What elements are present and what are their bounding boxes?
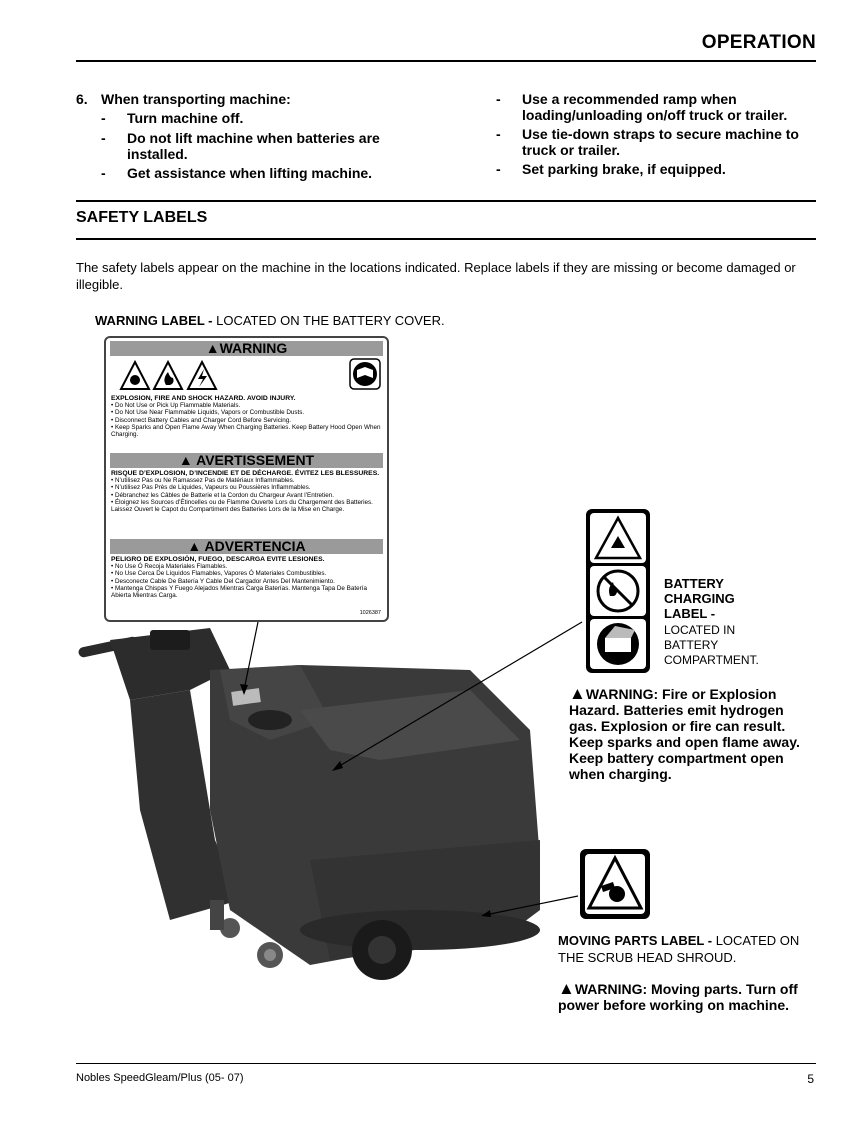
advertencia-band: ▲ ADVERTENCIA xyxy=(110,539,383,554)
alert-triangle-icon: ▲ xyxy=(205,340,220,356)
avertissement-band: ▲ AVERTISSEMENT xyxy=(110,453,383,468)
battery-label-title: BATTERY CHARGING LABEL - xyxy=(664,576,735,621)
list-item: - Do not lift machine when batteries are installed. xyxy=(101,130,380,162)
alert-triangle-icon: ▲ xyxy=(558,979,575,998)
step-title: When transporting machine: xyxy=(101,91,291,107)
warning-label-caption: WARNING LABEL - LOCATED ON THE BATTERY COVER. xyxy=(95,313,445,328)
alert-triangle-icon: ▲ xyxy=(178,452,197,468)
moving-parts-caption: MOVING PARTS LABEL - LOCATED ON THE SCRUB HEAD SHROUD. xyxy=(558,933,800,965)
moving-parts-warning-text: ▲WARNING: Moving parts. Turn off power before working on machine. xyxy=(558,979,798,1013)
battery-charging-label-graphic xyxy=(585,508,651,674)
battery-label-location: LOCATED IN BATTERY COMPARTMENT. xyxy=(664,623,759,667)
section-title: SAFETY LABELS xyxy=(76,209,208,226)
list-item: - Use tie-down straps to secure machine to truck or trailer. xyxy=(496,126,799,158)
label-part-number: 1026387 xyxy=(359,610,381,616)
footer-product: Nobles SpeedGleam/Plus (05- 07) xyxy=(76,1072,244,1084)
footer-rule xyxy=(76,1063,816,1064)
moving-parts-label-graphic xyxy=(579,848,651,920)
alert-triangle-icon: ▲ xyxy=(187,538,205,554)
list-item: - Get assistance when lifting machine. xyxy=(101,165,373,181)
list-item: - Turn machine off. xyxy=(101,110,244,126)
step-number: 6. xyxy=(76,91,88,107)
spanish-text-block: PELIGRO DE EXPLOSIÓN, FUEGO, DESCARGA EVITE LESIONES. • No Use Ó Recoja Materiales Flamables. • No Use Cerca De Líquidos Flamables, Vapores Ó Materiales Combustibles. • Desconecte Cable De Batería Y Cable Del Cargador Antes Del Mantenimiento. • Mantenga Chispas Y Fuego Alejados Mientras Carga Baterías. Mantenga Tapa De Batería Abierta Mientras Carga. xyxy=(111,556,367,600)
intro-paragraph: The safety labels appear on the machine in the locations indicated. Replace labels if they are missing or become damaged or illegible. xyxy=(76,260,796,292)
page-title: OPERATION xyxy=(701,32,816,53)
warning-band: ▲WARNING xyxy=(110,341,383,356)
english-text-block: EXPLOSION, FIRE AND SHOCK HAZARD. AVOID INJURY. • Do Not Use or Pick Up Flammable Materials. • Do Not Use Near Flammable Liquids, Vapors or Combustible Dusts. • Disconnect Battery Cables and Charger Cord Before Servicing. • Keep Sparks and Open Flame Away When Charging Batteries. Keep Battery Hood Open When Charging. xyxy=(111,395,381,439)
battery-warning-text: ▲WARNING: Fire or Explosion Hazard. Batteries emit hydrogen gas. Explosion or fire can result. Keep sparks and open flame away. Keep battery compartment open when charging. xyxy=(569,684,800,782)
french-text-block: RISQUE D’EXPLOSION, D’INCENDIE ET DE DÉCHARGE. ÉVITEZ LES BLESSURES. • N’utilisez Pas ou Ne Ramassez Pas de Matériaux Inflammables. • N’utilisez Pas Près de Liquides, Vapeurs ou Poussières Inflammables. • Débranchez les Câbles de Batterie et la Cordon du Chargeur Avant l’Entretien. • Éloignez les Sources d’Étincelles ou de Flamme Ouverte Lors du Chargement des Batteries. Laissez Ouvert le Capot du Compartiment des Batteries Lors de la Mise en Charge. xyxy=(111,470,380,514)
list-item: - Set parking brake, if equipped. xyxy=(496,161,726,177)
list-item: - Use a recommended ramp when loading/unloading on/off truck or trailer. xyxy=(496,91,788,123)
alert-triangle-icon: ▲ xyxy=(569,684,586,703)
page-number: 5 xyxy=(807,1072,814,1086)
